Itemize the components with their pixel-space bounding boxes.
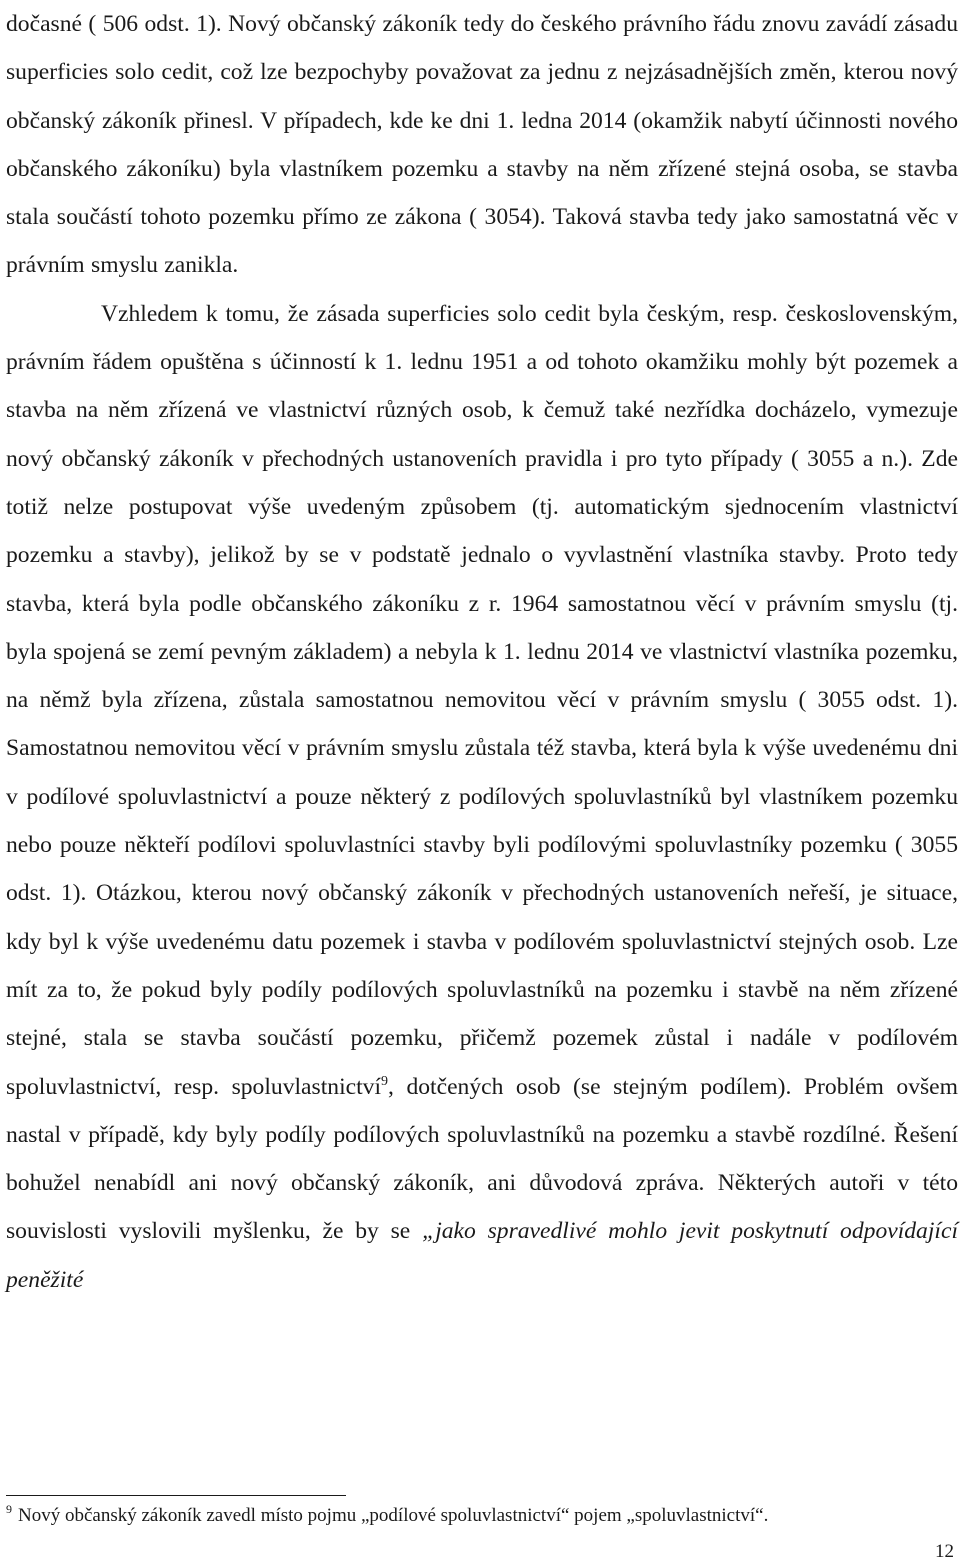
footnote-separator (6, 1495, 346, 1496)
paragraph-2 (6, 290, 958, 1304)
paragraph-1 (6, 0, 958, 290)
paragraph-2-text: Vzhledem k tomu, že zásada superficies solo cedit byla českým, resp. československým, právním řádem opuštěna s účinností k 1. lednu 1951 a od tohoto okamžiku mohly být pozemek a stavba na něm zřízená ve vlastnictví různých osob, k čemuž také nezřídka docházelo, vymezuje nový občanský zákoník v přechodných ustanoveních pravidla i pro tyto případy ( 3055 a n.). Zde totiž nelze postupovat výše uvedeným způsobem (tj. automatickým sjednocením vlastnictví pozemku a stavby), jelikož by se v podstatě jednalo o vyvlastnění vlastníka stavby. Proto tedy stavba, která byla podle občanského zákoníku z r. 1964 samostatnou věcí v právním smyslu (tj. byla spojená se zemí pevným základem) a nebyla k 1. lednu 2014 ve vlastnictví vlastníka pozemku, na němž byla zřízena, zůstala samostatnou nemovitou věcí v právním smyslu ( 3055 odst. 1). Samostatnou nemovitou věcí v právním smyslu zůstala též stavba, která byla k výše uvedenému dni v podílové spoluvlastnictví a pouze některý z podílových spoluvlastníků byl vlastníkem pozemku nebo pouze někteří podílovi spoluvlastníci stavby byli podílovými spoluvlastníky pozemku ( 3055 odst. 1). Otázkou, kterou nový občanský zákoník v přechodných ustanoveních neřeší, je situace, kdy byl k výše uvedenému datu pozemek i stavba v podílovém spoluvlastnictví stejných osob. Lze mít za to, že pokud byly podíly podílových spoluvlastníků na pozemku i stavbě na něm zřízené stejné, stala se stavba součástí pozemku, přičemž pozemek zůstal i nadále v podílovém spoluvlastnictví, resp. spoluvlastnictví (6, 300, 958, 1100)
italic-quotation: „jako spravedlivé mohlo jevit poskytnutí odpovídající peněžité (6, 1218, 958, 1293)
footnote-number: 9 (6, 1502, 12, 1516)
page-number: 12 (935, 1541, 954, 1562)
footnote (6, 1503, 956, 1529)
paragraph-1-text: dočasné ( 506 odst. 1). Nový občanský zákoník tedy do českého právního řádu znovu zavádí zásadu superficies solo cedit, což lze bezpochyby považovat za jednu z nejzásadnějších změn, kterou nový občanský zákoník přinesl. V případech, kde ke dni 1. ledna 2014 (okamžik nabytí účinnosti nového občanského zákoníku) byla vlastníkem pozemku a stavby na něm zřízené stejná osoba, se stavba stala součástí tohoto pozemku přímo ze zákona ( 3054). Taková stavba tedy jako samostatná věc v právním smyslu zanikla. (6, 11, 958, 279)
paragraph-2-text-continued: , dotčených osob (se stejným podílem). Problém ovšem nastal v případě, kdy byly podíly podílových spoluvlastníků na pozemku a stavbě rozdílné. Řešení bohužel nenabídl ani nový občanský zákoník, ani důvodová zpráva. Některých autoři v této souvislosti vyslovili myšlenku, že by se (6, 1073, 958, 1245)
body-text (6, 0, 958, 1304)
footnote-text: Nový občanský zákoník zavedl místo pojmu „podílové spoluvlastnictví“ pojem „spoluvlastnictví“. (18, 1505, 769, 1526)
footnote-reference[interactable]: 9 (381, 1073, 389, 1089)
